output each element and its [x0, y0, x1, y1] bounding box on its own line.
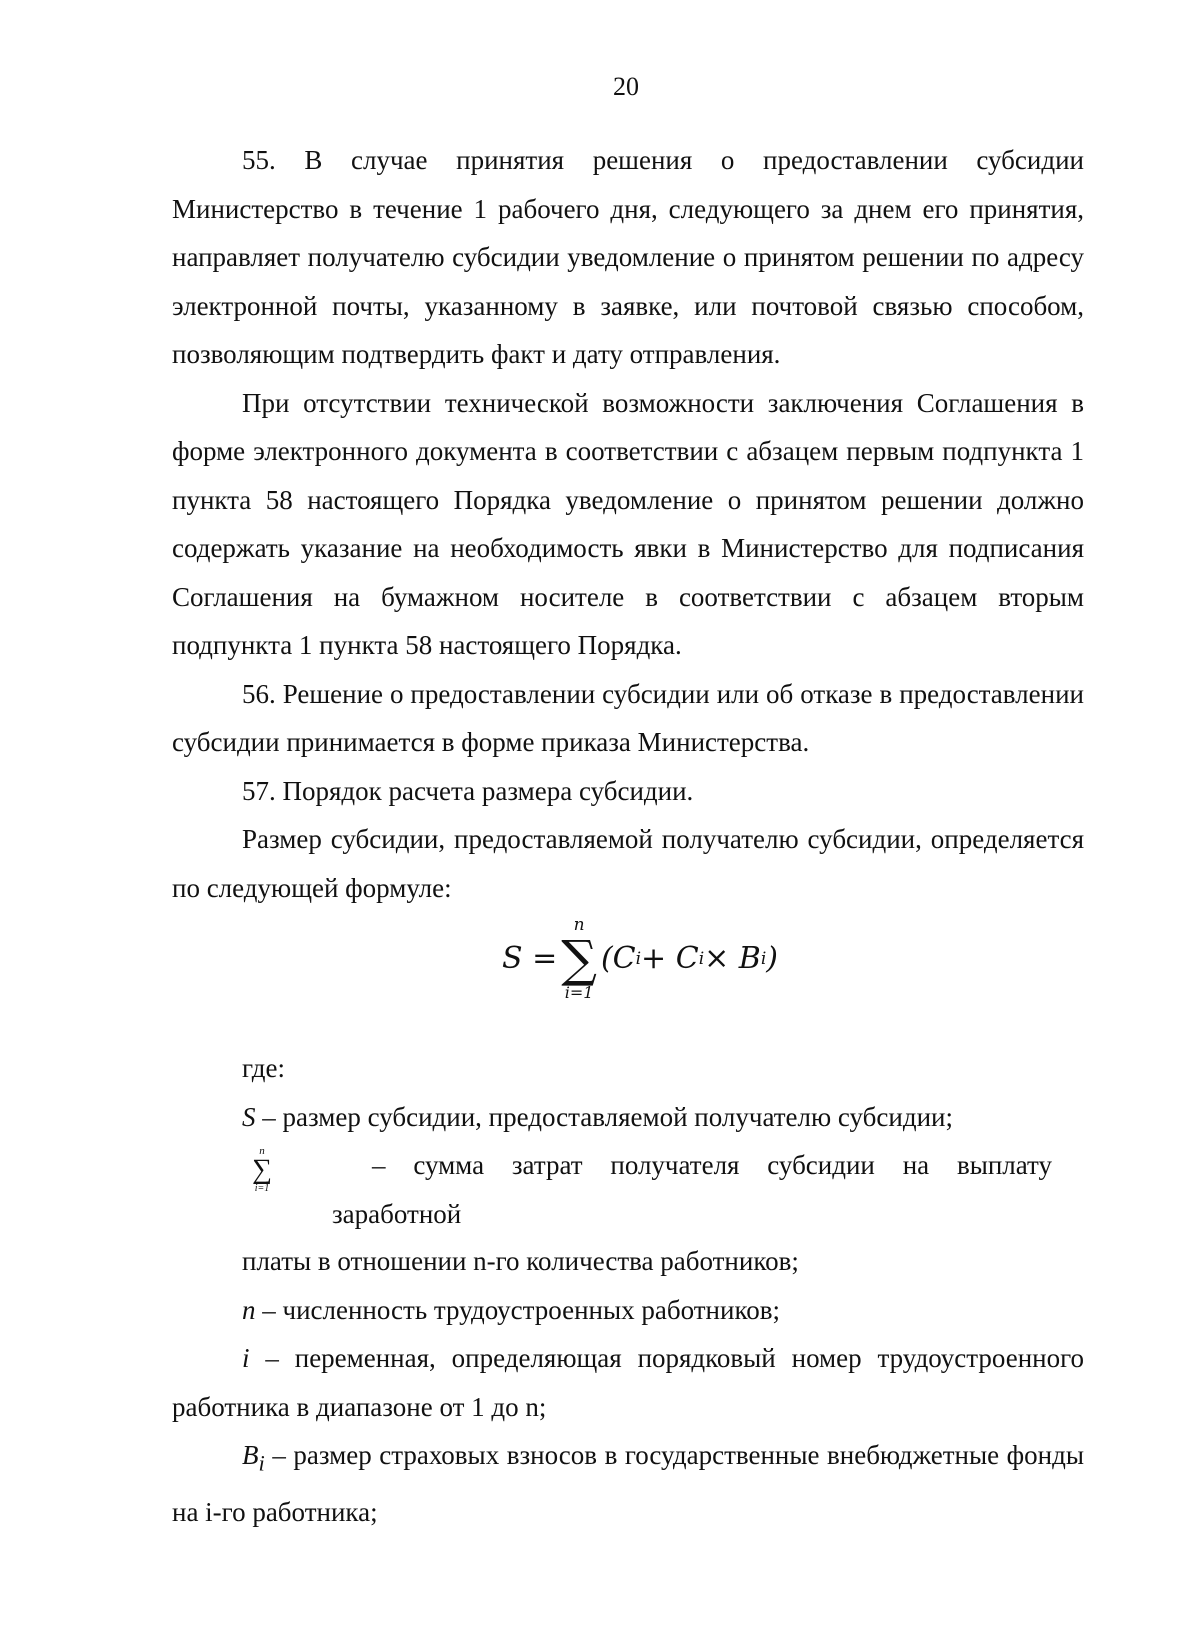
definition-sum-text [292, 1141, 1052, 1238]
document-body [172, 136, 1084, 1536]
paragraph-55-second: При отсутствии технической возможности заключения Соглашения в форме электронного документа в соответствии с абзацем первым подпункта 1 пункта 58 настоящего Порядка уведомление о принятом решении должно содержать указание на необходимость явки в Министерство для подписания Соглашения на бумажном носителе в соответствии с абзацем вторым подпункта 1 пункта 58 настоящего Порядка. [172, 387, 1084, 660]
where-label: где: [242, 1053, 285, 1083]
paragraph-55: 55. В случае принятия решения о предоставлении субсидии Министерство в течение 1 рабочего дня, следующего за днем его принятия, направляет получателю субсидии уведомление о принятом решении по адресу электронной почты, указанному в заявке, или почтовой связью способом, позволяющим подтвердить факт и дату отправления. [172, 145, 1084, 369]
definition-i [172, 1334, 1084, 1431]
formula-term-close: ) [766, 940, 778, 976]
definition-i-text: – переменная, определяющая порядковый номер трудоустроенного работника в диапазоне от 1 до n; [172, 1343, 1084, 1422]
formula-sub-3: i [760, 948, 767, 969]
definition-n-text: – численность трудоустроенных работников; [255, 1294, 780, 1325]
sigma-upper-limit: n [573, 915, 585, 935]
sigma-lower-limit: i=1 [564, 983, 594, 1002]
definition-b [172, 1431, 1084, 1536]
small-sigma-lower: i=1 [254, 1183, 270, 1194]
sigma-sign: ∑ [561, 930, 597, 988]
definition-b-text: – размер страховых взносов в государственные внебюджетные фонды на i-го работника; [172, 1440, 1084, 1527]
paragraph-56: 56. Решение о предоставлении субсидии или об отказе в предоставлении субсидии принимается в форме приказа Министерства. [172, 678, 1084, 757]
formula-block [172, 912, 1084, 1038]
paragraph-57: 57. Порядок расчета размера субсидии. [242, 775, 694, 806]
definition-s [172, 1093, 1084, 1142]
formula-sub-1: i [635, 948, 642, 969]
formula-term-open: (C [600, 940, 636, 976]
formula-term-times: × B [704, 940, 761, 976]
small-sigma-sign: ∑ [252, 1154, 272, 1185]
formula-term-plus: + C [641, 940, 699, 976]
definition-n [172, 1286, 1084, 1335]
symbol-i: i [242, 1343, 250, 1373]
formula-sub-2: i [698, 948, 705, 969]
page-number: 20 [613, 72, 639, 101]
definition-sum-line2: заработной [332, 1198, 462, 1229]
small-sigma-upper: n [259, 1145, 265, 1157]
symbol-b: B [242, 1440, 259, 1470]
small-sigma-symbol [242, 1145, 282, 1195]
sigma-symbol [561, 916, 597, 1002]
symbol-s: S [242, 1101, 256, 1132]
subsidy-formula [502, 916, 778, 1002]
symbol-b-sub: i [258, 1450, 265, 1476]
definition-sum [172, 1141, 1084, 1237]
formula-lhs: S = [502, 940, 558, 976]
symbol-n: n [242, 1294, 256, 1325]
paragraph-57-second: Размер субсидии, предоставляемой получателю субсидии, определяется по следующей формуле: [172, 824, 1084, 903]
definition-sum-continued: платы в отношении n-го количества работников; [242, 1246, 799, 1276]
definition-s-text: – размер субсидии, предоставляемой получателю субсидии; [255, 1101, 953, 1132]
definition-sum-line1: – сумма затрат получателя субсидии на выплату [372, 1150, 1052, 1180]
